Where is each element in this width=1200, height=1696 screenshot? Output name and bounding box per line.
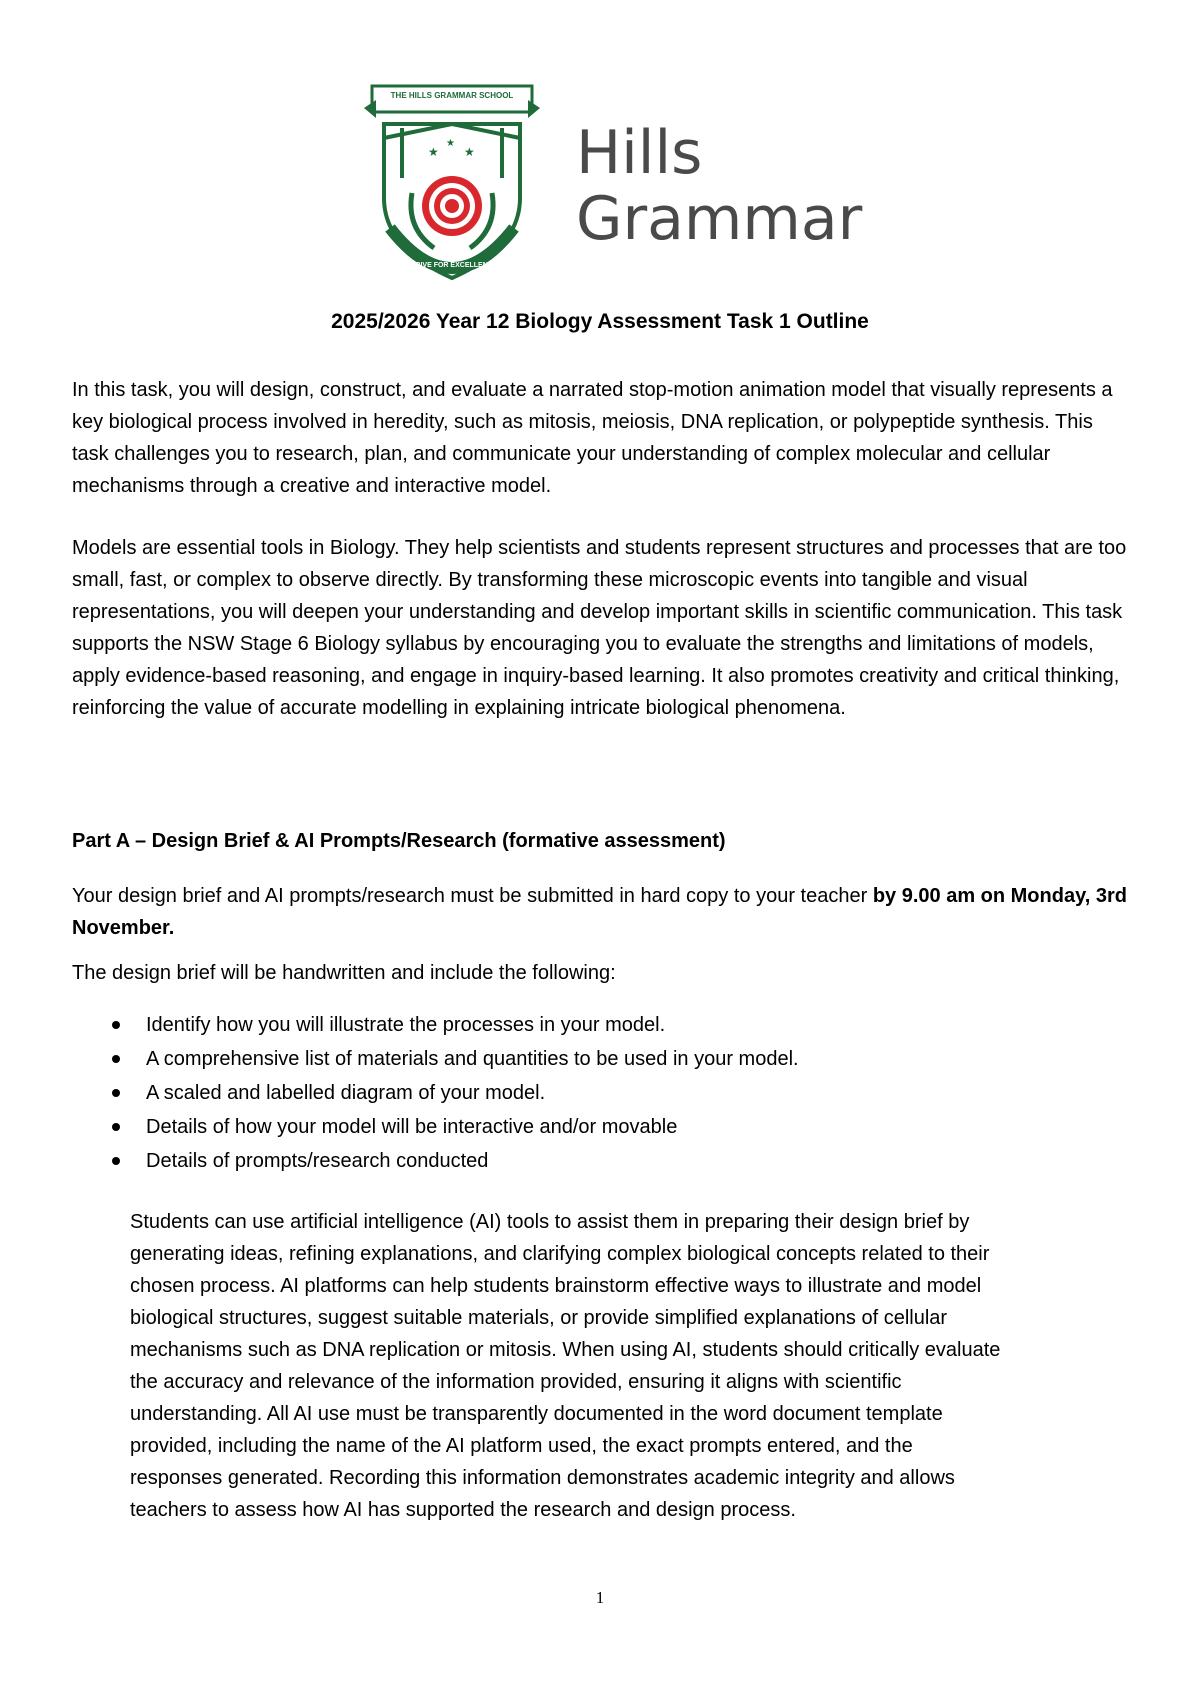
submission-deadline: [72, 880, 1132, 944]
bullet-icon: [112, 1055, 120, 1063]
wordmark-line-2: Grammar: [576, 184, 863, 254]
bullet-icon: [112, 1089, 120, 1097]
list-item-text: A scaled and labelled diagram of your model.: [146, 1082, 546, 1104]
bullet-icon: [112, 1123, 120, 1131]
deadline-text: Your design brief and AI prompts/research must be submitted in hard copy to your teacher: [72, 885, 873, 907]
page-number: 1: [595, 1588, 605, 1607]
list-item: [108, 1110, 799, 1144]
list-item-text: Details of how your model will be interactive and/or movable: [146, 1116, 678, 1138]
svg-text:★: ★: [464, 145, 475, 159]
bullet-icon: [112, 1157, 120, 1165]
list-item: [108, 1144, 799, 1178]
list-item-text: Details of prompts/research conducted: [146, 1150, 489, 1172]
logo-motto: STRIVE FOR EXCELLENCE: [406, 262, 498, 269]
list-item: [108, 1076, 799, 1110]
document-title: 2025/2026 Year 12 Biology Assessment Task 1 Outline: [331, 310, 869, 333]
design-brief-intro: The design brief will be handwritten and include the following:: [72, 962, 616, 984]
svg-text:★: ★: [428, 145, 439, 159]
part-a-heading: Part A – Design Brief & AI Prompts/Research (formative assessment): [72, 830, 726, 852]
deadline-date: by 9.00 am on Monday, 3rd November.: [72, 885, 1127, 939]
school-wordmark: [576, 120, 862, 252]
svg-text:★: ★: [446, 138, 455, 149]
list-item-text: A comprehensive list of materials and quantities to be used in your model.: [146, 1048, 799, 1070]
list-item: [108, 1042, 799, 1076]
logo-banner-text: THE HILLS GRAMMAR SCHOOL: [390, 91, 514, 100]
wordmark-line-1: Hills: [576, 118, 703, 188]
school-crest-logo: [362, 78, 542, 283]
ai-use-paragraph: Students can use artificial intelligence (AI) tools to assist them in preparing their design brief by generating ideas, refining explanations, and clarifying complex biological concepts related to their chosen process. AI platforms can help students brainstorm effective ways to illustrate and model biological structures, suggest suitable materials, or provide simplified explanations of cellular mechanisms such as DNA replication or mitosis. When using AI, students should critically evaluate the accuracy and relevance of the information provided, ensuring it aligns with scientific understanding. All AI use must be transparently documented in the word document template provided, including the name of the AI platform used, the exact prompts entered, and the responses generated. Recording this information demonstrates academic integrity and allows teachers to assess how AI has supported the research and design process.: [130, 1211, 1001, 1521]
list-item: [108, 1008, 799, 1042]
models-paragraph: Models are essential tools in Biology. They help scientists and students represent structures and processes that are too small, fast, or complex to observe directly. By transforming these microscopic events into tangible and visual representations, you will deepen your understanding and develop important skills in scientific communication. This task supports the NSW Stage 6 Biology syllabus by encouraging you to evaluate the strengths and limitations of models, apply evidence-based reasoning, and engage in inquiry-based learning. It also promotes creativity and critical thinking, reinforcing the value of accurate modelling in explaining intricate biological phenomena.: [72, 537, 1127, 719]
design-brief-list: [108, 1008, 799, 1178]
list-item-text: Identify how you will illustrate the processes in your model.: [146, 1014, 666, 1036]
bullet-icon: [112, 1021, 120, 1029]
intro-paragraph: In this task, you will design, construct, and evaluate a narrated stop-motion animation model that visually represents a key biological process involved in heredity, such as mitosis, meiosis, DNA replication, or polypeptide synthesis. This task challenges you to research, plan, and communicate your understanding of complex molecular and cellular mechanisms through a creative and interactive model.: [72, 379, 1113, 497]
